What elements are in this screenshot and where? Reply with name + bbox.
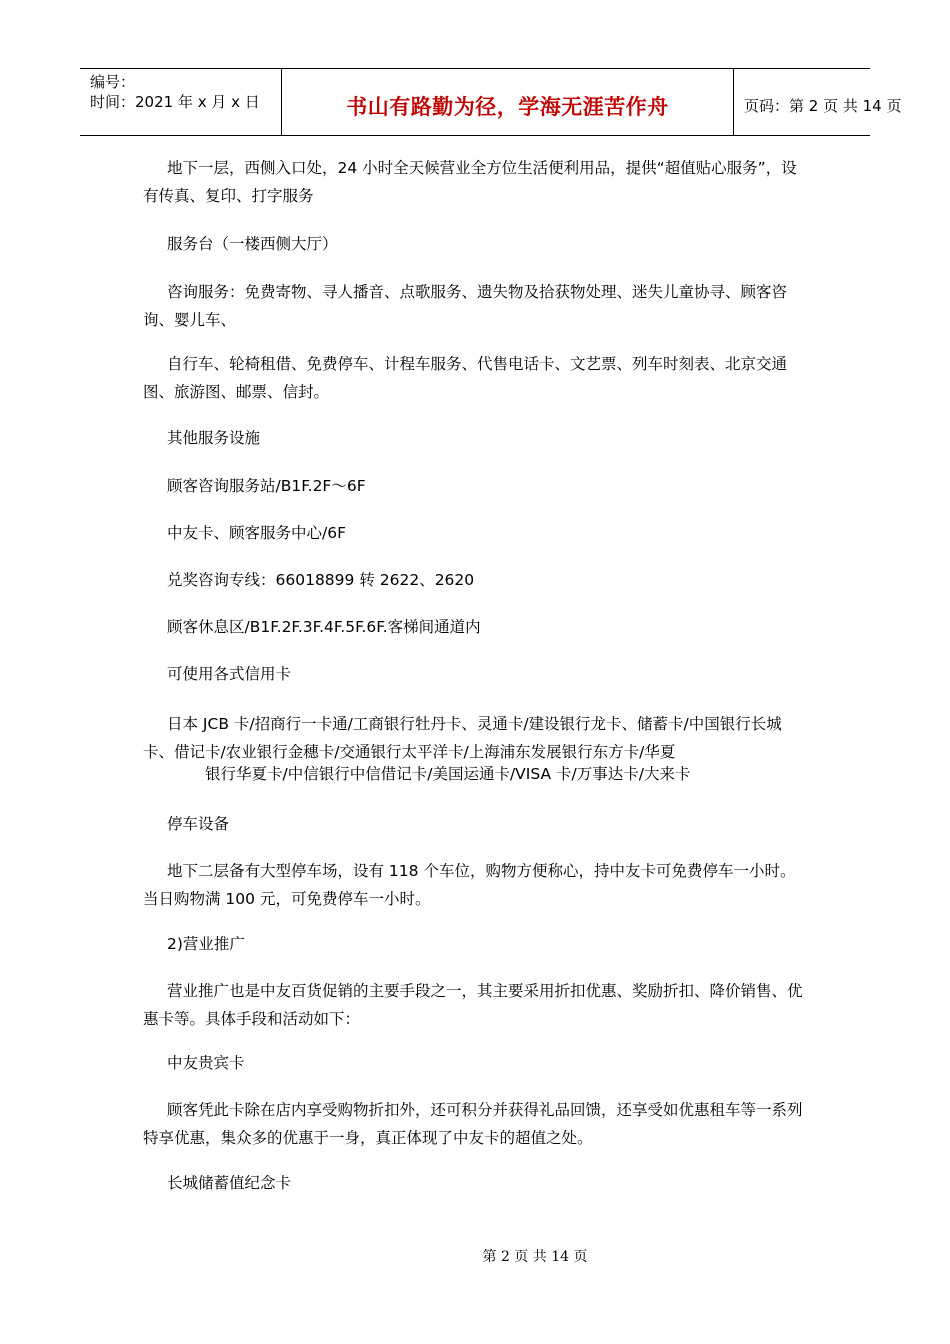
- paragraph: 顾客休息区/B1F.2F.3F.4F.5F.6F.客梯间通道内: [167, 618, 481, 636]
- header-info-cell: [80, 69, 282, 135]
- paragraph: 营业推广也是中友百货促销的主要手段之一，其主要采用折扣优惠、奖励折扣、降价销售、优惠卡等。具体手段和活动如下：: [143, 982, 803, 1028]
- header-page-cell: [734, 69, 902, 135]
- paragraph: 银行华夏卡/中信银行中信借记卡/美国运通卡/VISA 卡/万事达卡/大来卡: [205, 765, 691, 783]
- page-info: 页码：第 2 页 共 14 页: [744, 97, 902, 115]
- paragraph: 地下一层，西侧入口处，24 小时全天候营业全方位生活便利用品，提供“超值贴心服务”，设有传真、复印、打字服务: [143, 159, 797, 205]
- paragraph: 可使用各式信用卡: [167, 665, 292, 683]
- paragraph: 自行车、轮椅租借、免费停车、计程车服务、代售电话卡、文艺票、列车时刻表、北京交通图、旅游图、邮票、信封。: [143, 355, 788, 401]
- paragraph: 中友贵宾卡: [167, 1054, 245, 1072]
- paragraph: 顾客咨询服务站/B1F.2F～6F: [167, 477, 366, 495]
- header-motto-cell: [282, 69, 734, 135]
- date-label: 时间：2021 年 x 月 x 日: [90, 93, 260, 111]
- paragraph: 服务台（一楼西侧大厅）: [167, 235, 338, 253]
- paragraph: 日本 JCB 卡/招商行一卡通/工商银行牡丹卡、灵通卡/建设银行龙卡、储蓄卡/中国银行长城卡、借记卡/农业银行金穗卡/交通银行太平洋卡/上海浦东发展银行东方卡/华夏: [143, 715, 782, 761]
- paragraph: 中友卡、顾客服务中心/6F: [167, 524, 347, 542]
- page-footer: [0, 1246, 950, 1266]
- paragraph: 其他服务设施: [167, 429, 261, 447]
- document-header: [80, 68, 902, 136]
- paragraph: 2)营业推广: [167, 935, 245, 953]
- paragraph: 长城储蓄值纪念卡: [167, 1174, 292, 1192]
- serial-number-label: 编号：: [90, 73, 136, 91]
- motto-text: 书山有路勤为径，学海无涯苦作舟: [346, 95, 669, 119]
- paragraph: 地下二层备有大型停车场，设有 118 个车位，购物方便称心，持中友卡可免费停车一小时。当日购物满 100 元，可免费停车一小时。: [143, 862, 796, 908]
- paragraph: 兑奖咨询专线：66018899 转 2622、2620: [167, 571, 475, 589]
- paragraph: 咨询服务：免费寄物、寻人播音、点歌服务、遗失物及拾获物处理、迷失儿童协寻、顾客咨询、婴儿车、: [143, 283, 788, 329]
- paragraph: 顾客凭此卡除在店内享受购物折扣外，还可积分并获得礼品回馈，还享受如优惠租车等一系列特享优惠，集众多的优惠于一身，真正体现了中友卡的超值之处。: [143, 1101, 803, 1147]
- footer-page-number: 第 2 页 共 14 页: [482, 1249, 588, 1265]
- paragraph: 停车设备: [167, 815, 230, 833]
